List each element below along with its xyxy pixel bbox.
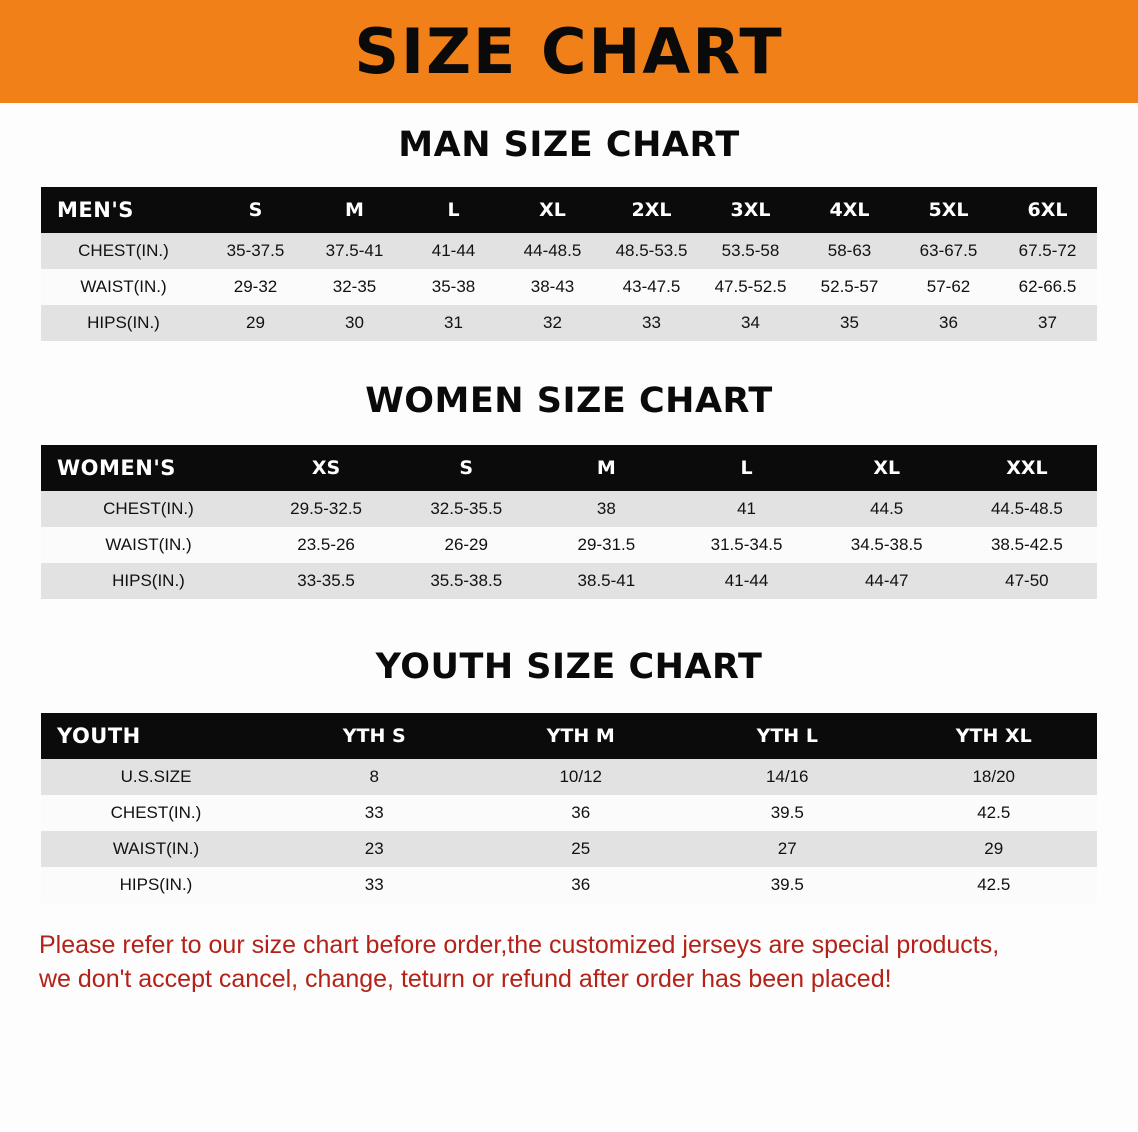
cell: 31 xyxy=(404,305,503,341)
man-table-wrap xyxy=(41,187,1097,341)
cell: 31.5-34.5 xyxy=(676,527,816,563)
cell: 32 xyxy=(503,305,602,341)
cell: 29 xyxy=(206,305,305,341)
cell: 44.5-48.5 xyxy=(957,491,1097,527)
row-label: WAIST(IN.) xyxy=(41,527,256,563)
row-label: HIPS(IN.) xyxy=(41,305,206,341)
cell: 58-63 xyxy=(800,233,899,269)
col-header: YTH XL xyxy=(891,713,1098,759)
table-row xyxy=(41,795,1097,831)
cell: 37 xyxy=(998,305,1097,341)
col-header: 6XL xyxy=(998,187,1097,233)
cell: 41-44 xyxy=(676,563,816,599)
cell: 38 xyxy=(536,491,676,527)
row-label: HIPS(IN.) xyxy=(41,867,271,903)
col-header: S xyxy=(206,187,305,233)
table-row xyxy=(41,269,1097,305)
col-header: S xyxy=(396,445,536,491)
cell: 32-35 xyxy=(305,269,404,305)
col-header: YTH M xyxy=(478,713,685,759)
col-header: 2XL xyxy=(602,187,701,233)
row-label: U.S.SIZE xyxy=(41,759,271,795)
table-row xyxy=(41,867,1097,903)
cell: 41 xyxy=(676,491,816,527)
man-section-heading: MAN SIZE CHART xyxy=(398,125,740,165)
note-line-2: we don't accept cancel, change, teturn or refund after order has been placed! xyxy=(39,964,892,993)
cell: 35-37.5 xyxy=(206,233,305,269)
cell: 57-62 xyxy=(899,269,998,305)
order-policy-note xyxy=(39,929,1099,997)
cell: 38-43 xyxy=(503,269,602,305)
cell: 42.5 xyxy=(891,867,1098,903)
cell: 47.5-52.5 xyxy=(701,269,800,305)
cell: 18/20 xyxy=(891,759,1098,795)
cell: 25 xyxy=(478,831,685,867)
table-header-row xyxy=(41,445,1097,491)
table-row xyxy=(41,491,1097,527)
cell: 38.5-41 xyxy=(536,563,676,599)
row-label: HIPS(IN.) xyxy=(41,563,256,599)
cell: 47-50 xyxy=(957,563,1097,599)
cell: 41-44 xyxy=(404,233,503,269)
cell: 48.5-53.5 xyxy=(602,233,701,269)
cell: 34 xyxy=(701,305,800,341)
cell: 29.5-32.5 xyxy=(256,491,396,527)
cell: 35.5-38.5 xyxy=(396,563,536,599)
women-table-wrap xyxy=(41,445,1097,599)
cell: 44-47 xyxy=(817,563,957,599)
table-row xyxy=(41,759,1097,795)
cell: 34.5-38.5 xyxy=(817,527,957,563)
cell: 33 xyxy=(602,305,701,341)
cell: 14/16 xyxy=(684,759,891,795)
youth-size-table xyxy=(41,713,1097,903)
cell: 39.5 xyxy=(684,867,891,903)
cell: 44-48.5 xyxy=(503,233,602,269)
cell: 67.5-72 xyxy=(998,233,1097,269)
cell: 29-31.5 xyxy=(536,527,676,563)
table-row xyxy=(41,831,1097,867)
cell: 23.5-26 xyxy=(256,527,396,563)
cell: 27 xyxy=(684,831,891,867)
col-header: XXL xyxy=(957,445,1097,491)
col-header: YOUTH xyxy=(41,713,271,759)
col-header: L xyxy=(404,187,503,233)
cell: 52.5-57 xyxy=(800,269,899,305)
youth-table-wrap xyxy=(41,713,1097,903)
man-size-table xyxy=(41,187,1097,341)
col-header: XL xyxy=(817,445,957,491)
cell: 36 xyxy=(478,867,685,903)
col-header: YTH L xyxy=(684,713,891,759)
col-header: M xyxy=(536,445,676,491)
women-section-heading: WOMEN SIZE CHART xyxy=(365,381,773,421)
cell: 23 xyxy=(271,831,478,867)
cell: 26-29 xyxy=(396,527,536,563)
cell: 39.5 xyxy=(684,795,891,831)
col-header: 5XL xyxy=(899,187,998,233)
col-header: 3XL xyxy=(701,187,800,233)
youth-section-heading: YOUTH SIZE CHART xyxy=(375,647,763,687)
table-row xyxy=(41,233,1097,269)
col-header: 4XL xyxy=(800,187,899,233)
cell: 37.5-41 xyxy=(305,233,404,269)
col-header: MEN'S xyxy=(41,187,206,233)
cell: 44.5 xyxy=(817,491,957,527)
cell: 8 xyxy=(271,759,478,795)
cell: 38.5-42.5 xyxy=(957,527,1097,563)
banner xyxy=(0,0,1138,103)
row-label: WAIST(IN.) xyxy=(41,831,271,867)
table-row xyxy=(41,527,1097,563)
cell: 36 xyxy=(478,795,685,831)
cell: 42.5 xyxy=(891,795,1098,831)
cell: 35 xyxy=(800,305,899,341)
cell: 63-67.5 xyxy=(899,233,998,269)
cell: 29-32 xyxy=(206,269,305,305)
row-label: CHEST(IN.) xyxy=(41,795,271,831)
cell: 30 xyxy=(305,305,404,341)
cell: 29 xyxy=(891,831,1098,867)
page-title: SIZE CHART xyxy=(354,14,784,88)
col-header: L xyxy=(676,445,816,491)
row-label: WAIST(IN.) xyxy=(41,269,206,305)
cell: 43-47.5 xyxy=(602,269,701,305)
cell: 36 xyxy=(899,305,998,341)
cell: 33 xyxy=(271,795,478,831)
row-label: CHEST(IN.) xyxy=(41,491,256,527)
col-header: XL xyxy=(503,187,602,233)
row-label: CHEST(IN.) xyxy=(41,233,206,269)
table-header-row xyxy=(41,187,1097,233)
col-header: WOMEN'S xyxy=(41,445,256,491)
cell: 35-38 xyxy=(404,269,503,305)
cell: 33-35.5 xyxy=(256,563,396,599)
cell: 10/12 xyxy=(478,759,685,795)
col-header: YTH S xyxy=(271,713,478,759)
table-row xyxy=(41,305,1097,341)
col-header: XS xyxy=(256,445,396,491)
women-size-table xyxy=(41,445,1097,599)
col-header: M xyxy=(305,187,404,233)
cell: 32.5-35.5 xyxy=(396,491,536,527)
table-header-row xyxy=(41,713,1097,759)
cell: 53.5-58 xyxy=(701,233,800,269)
table-row xyxy=(41,563,1097,599)
cell: 62-66.5 xyxy=(998,269,1097,305)
note-line-1: Please refer to our size chart before order,the customized jerseys are special products, xyxy=(39,931,1000,959)
cell: 33 xyxy=(271,867,478,903)
